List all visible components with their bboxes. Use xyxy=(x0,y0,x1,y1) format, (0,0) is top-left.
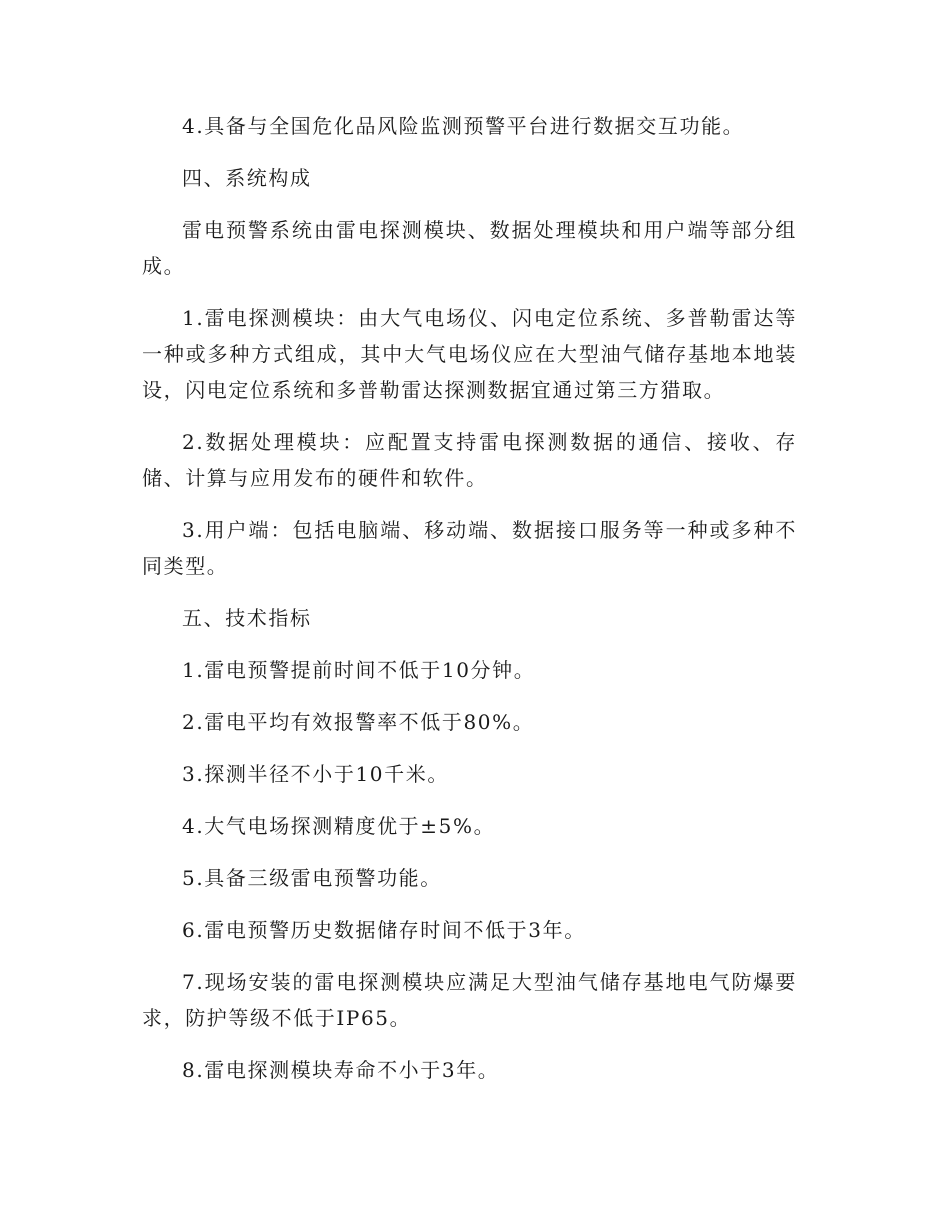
indicator-item-8: 8.雷电探测模块寿命不小于3年。 xyxy=(182,1058,500,1082)
indicator-item-1: 1.雷电预警提前时间不低于10分钟。 xyxy=(182,658,536,682)
indicator-item-6: 6.雷电预警历史数据储存时间不低于3年。 xyxy=(182,918,586,942)
indicator-item-4: 4.大气电场探测精度优于±5%。 xyxy=(182,814,496,838)
paragraph-detection-module: 1.雷电探测模块：由大气电场仪、闪电定位系统、多普勒雷达等一种或多种方式组成，其中大气电场仪应在大型油气储存基地本地装设，闪电定位系统和多普勒雷达探测数据宜通过第三方猎取。 xyxy=(142,306,797,402)
indicator-item-2: 2.雷电平均有效报警率不低于80%。 xyxy=(182,710,535,734)
paragraph-system-overview: 雷电预警系统由雷电探测模块、数据处理模块和用户端等部分组成。 xyxy=(142,218,797,278)
indicator-item-7: 7.现场安装的雷电探测模块应满足大型油气储存基地电气防爆要求，防护等级不低于IP65。 xyxy=(142,970,797,1030)
paragraph-processing-module: 2.数据处理模块：应配置支持雷电探测数据的通信、接收、存储、计算与应用发布的硬件和软件。 xyxy=(142,430,797,490)
paragraph-user-terminal: 3.用户端：包括电脑端、移动端、数据接口服务等一种或多种不同类型。 xyxy=(142,518,797,578)
paragraph-item-4-data-interaction: 4.具备与全国危化品风险监测预警平台进行数据交互功能。 xyxy=(182,114,745,138)
section-heading-technical-indicators: 五、技术指标 xyxy=(182,606,312,630)
document-body xyxy=(142,108,797,1104)
indicator-item-3: 3.探测半径不小于10千米。 xyxy=(182,762,449,786)
section-heading-system-composition: 四、系统构成 xyxy=(182,166,312,190)
indicator-item-5: 5.具备三级雷电预警功能。 xyxy=(182,866,442,890)
